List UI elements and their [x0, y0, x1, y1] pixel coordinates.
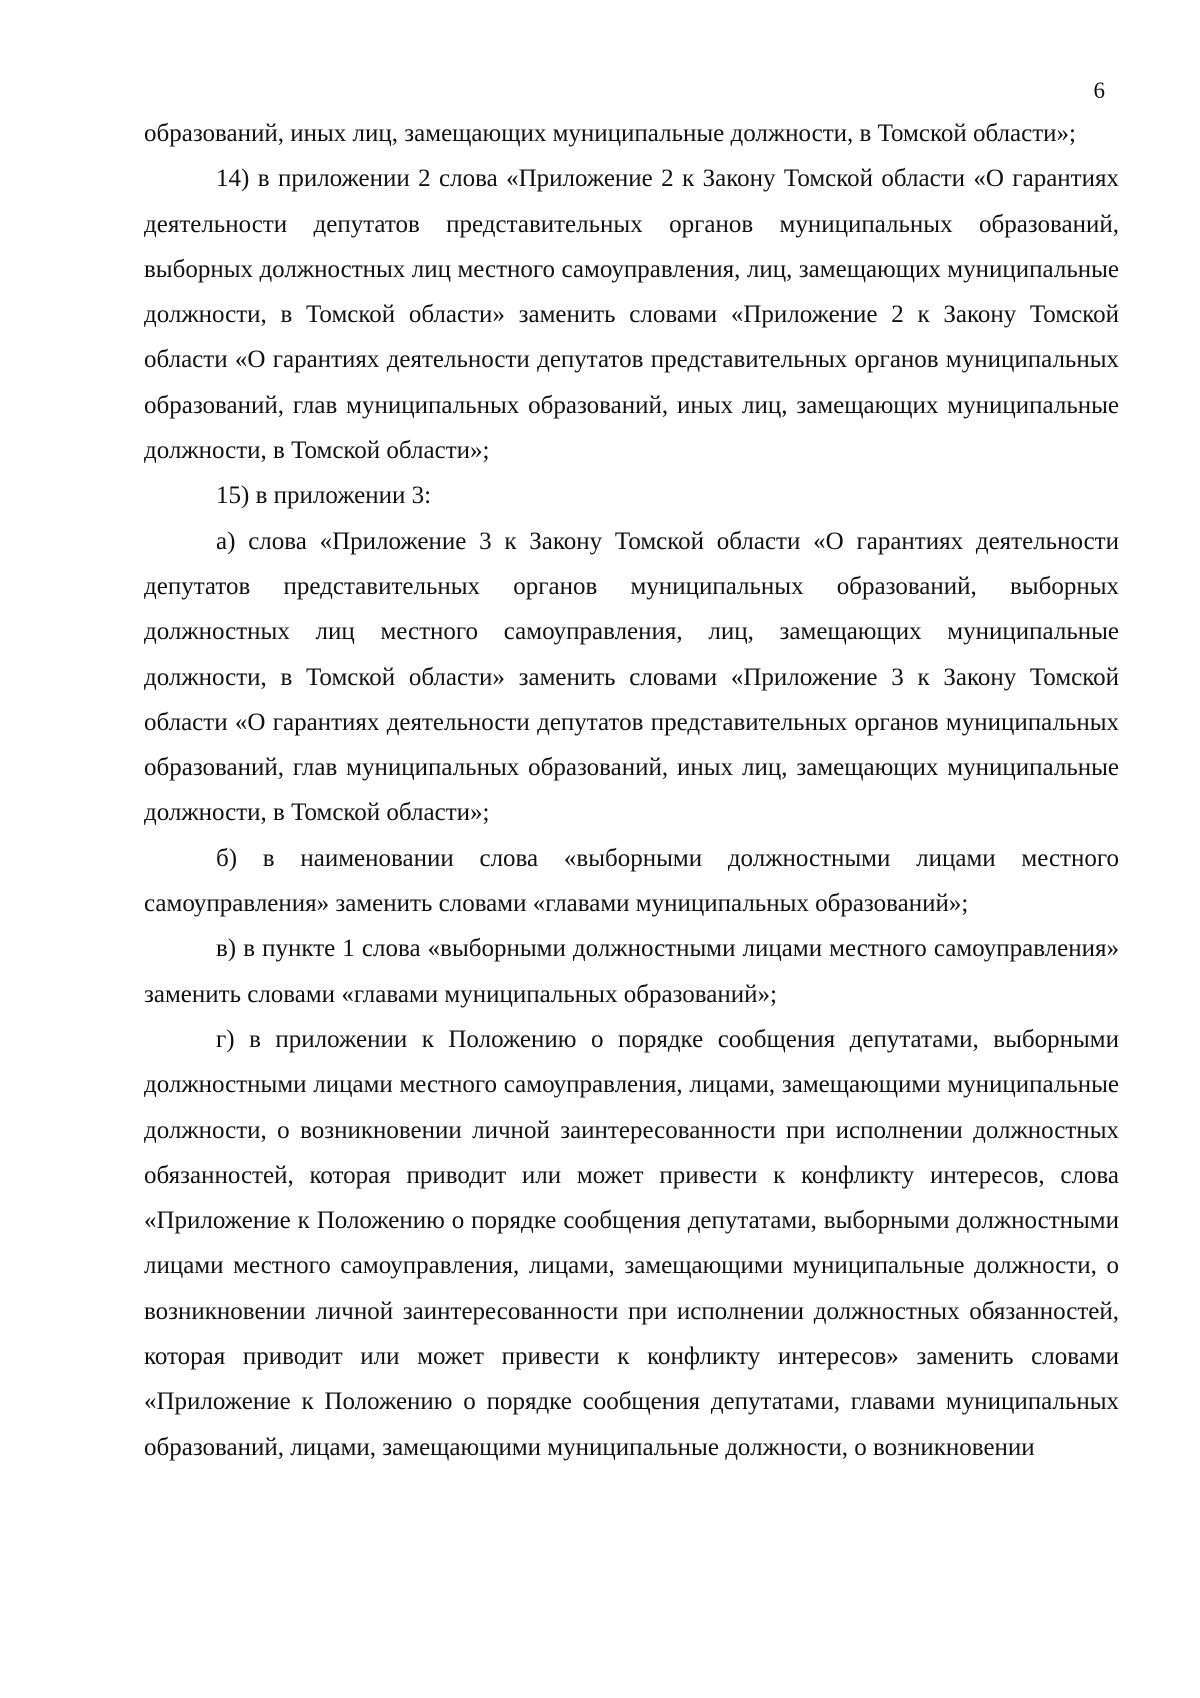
paragraph-item-14: 14) в приложении 2 слова «Приложение 2 к Закону Томской области «О гарантиях деятельности депутатов представительных органов муниципальных образований, выборных должностных лиц местного самоуправления, лиц, замещающих муниципальные должности, в Томской области» заменить словами «Приложение 2 к Закону Томской области «О гарантиях деятельности депутатов представительных органов муниципальных образований, глав муниципальных образований, иных лиц, замещающих муниципальные должности, в Томской области»; [144, 165, 1119, 465]
document-body [144, 111, 1119, 1470]
paragraph-subitem-b: б) в наименовании слова «выборными должностными лицами местного самоуправления» заменить словами «главами муниципальных образований»; [144, 844, 1119, 918]
paragraph-subitem-g: г) в приложении к Положению о порядке сообщения депутатами, выборными должностными лицами местного самоуправления, лицами, замещающими муниципальные должности, о возникновении личной заинтересованности при исполнении должностных обязанностей, которая приводит или может привести к конфликту интересов, слова «Приложение к Положению о порядке сообщения депутатами, выборными должностными лицами местного самоуправления, лицами, замещающими муниципальные должности, о возникновении личной заинтересованности при исполнении должностных обязанностей, которая приводит или может привести к конфликту интересов» заменить словами «Приложение к Положению о порядке сообщения депутатами, главами муниципальных образований, лицами, замещающими муниципальные должности, о возникновении [144, 1025, 1119, 1461]
paragraph-item-15: 15) в приложении 3: [216, 482, 432, 510]
paragraph-subitem-v: в) в пункте 1 слова «выборными должностными лицами местного самоуправления» заменить словами «главами муниципальных образований»; [144, 935, 1119, 1008]
paragraph-continuation: образований, иных лиц, замещающих муниципальные должности, в Томской области»; [144, 120, 1076, 147]
page-number: 6 [1093, 78, 1105, 103]
paragraph-subitem-a: а) слова «Приложение 3 к Закону Томской области «О гарантиях деятельности депутатов представительных органов муниципальных образований, выборных должностных лиц местного самоуправления, лиц, замещающих муниципальные должности, в Томской области» заменить словами «Приложение 3 к Закону Томской области «О гарантиях деятельности депутатов представительных органов муниципальных образований, глав муниципальных образований, иных лиц, замещающих муниципальные должности, в Томской области»; [144, 527, 1119, 827]
